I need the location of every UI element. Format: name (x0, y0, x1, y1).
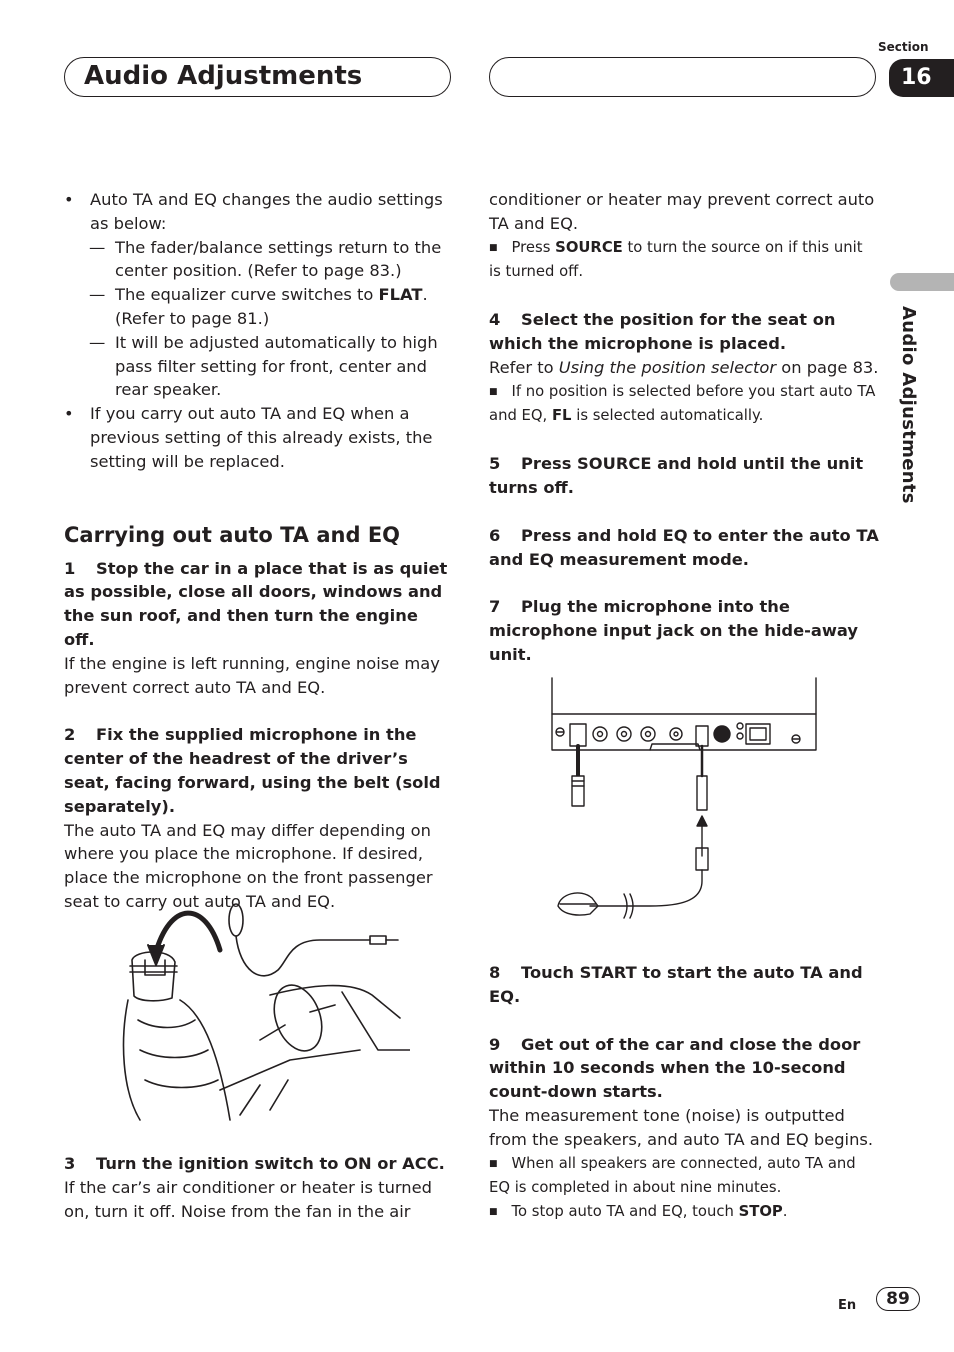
dash-item: — It will be adjusted automatically to high pass filter setting for front, center and rear speaker. (89, 332, 438, 400)
step-2-body: The auto TA and EQ may differ depending on where you place the microphone. If desired, place the microphone on the front passenger seat to carry out auto TA and EQ. (64, 820, 433, 911)
step-2-heading: 2 Fix the supplied microphone in the center of the headrest of the driver’s seat, facing forward, using the belt (sold separately). (64, 725, 441, 816)
page-number: 89 (876, 1287, 920, 1311)
bullet-item: • Auto TA and EQ changes the audio settings as below: (64, 190, 443, 233)
page-title: Audio Adjustments (84, 61, 363, 91)
side-tab-marker (890, 273, 954, 291)
step-8-heading: 8 Touch START to start the auto TA and EQ. (489, 963, 863, 1006)
bullet-item: • If you carry out auto TA and EQ when a previous setting of this already exists, the setting will be replaced. (64, 404, 433, 471)
dash-item: — The equalizer curve switches to FLAT. (Refer to page 81.) (89, 285, 428, 328)
note-item: ■ To stop auto TA and EQ, touch STOP. (489, 1203, 788, 1221)
step-3-body: If the car’s air conditioner or heater is turned on, turn it off. Noise from the fan in the air (64, 1177, 432, 1221)
language-label: En (838, 1298, 857, 1313)
step-1-body: If the engine is left running, engine noise may prevent correct auto TA and EQ. (64, 653, 440, 697)
dash-item: — The fader/balance settings return to the center position. (Refer to page 83.) (89, 237, 442, 281)
section-heading: Carrying out auto TA and EQ (64, 522, 401, 547)
microphone-on-headrest-illustration (110, 900, 410, 1125)
right-column-lower (489, 961, 879, 1225)
left-column-step-3 (64, 1152, 454, 1223)
step-4-heading: 4 Select the position for the seat on which the microphone is placed. (489, 310, 836, 353)
section-label: Section (878, 40, 929, 54)
step-9-body: The measurement tone (noise) is outputted from the speakers, and auto TA and EQ begins. (489, 1105, 874, 1149)
step-6-heading: 6 Press and hold EQ to enter the auto TA and EQ measurement mode. (489, 525, 879, 569)
step-1-heading: 1 Stop the car in a place that is as quiet as possible, close all doors, windows and the sun roof, and then turn the engine off. (64, 558, 448, 649)
step-3-heading: 3 Turn the ignition switch to ON or ACC. (64, 1154, 445, 1173)
note-item: ■ If no position is selected before you start auto TA and EQ, FL is selected automatically. (489, 382, 876, 425)
step-5-heading: 5 Press SOURCE and hold until the unit turns off. (489, 454, 864, 497)
step-9-heading: 9 Get out of the car and close the door within 10 seconds when the 10-second count-down starts. (489, 1034, 861, 1102)
note-item: ■ Press SOURCE to turn the source on if this unit is turned off. (489, 238, 863, 281)
hide-away-unit-illustration (550, 676, 820, 921)
note-item: ■ When all speakers are connected, auto TA and EQ is completed in about nine minutes. (489, 1154, 856, 1197)
continued-body: conditioner or heater may prevent correct auto TA and EQ. (489, 190, 875, 233)
step-7-heading: 7 Plug the microphone into the microphone input jack on the hide-away unit. (489, 597, 859, 664)
right-column (489, 188, 879, 667)
left-column (64, 188, 454, 914)
step-4-body: Refer to Using the position selector on page 83. (489, 357, 879, 377)
side-tab-label: Audio Adjustments (898, 306, 919, 504)
section-number-badge: 16 (889, 59, 954, 97)
header-blank-frame (489, 57, 876, 97)
